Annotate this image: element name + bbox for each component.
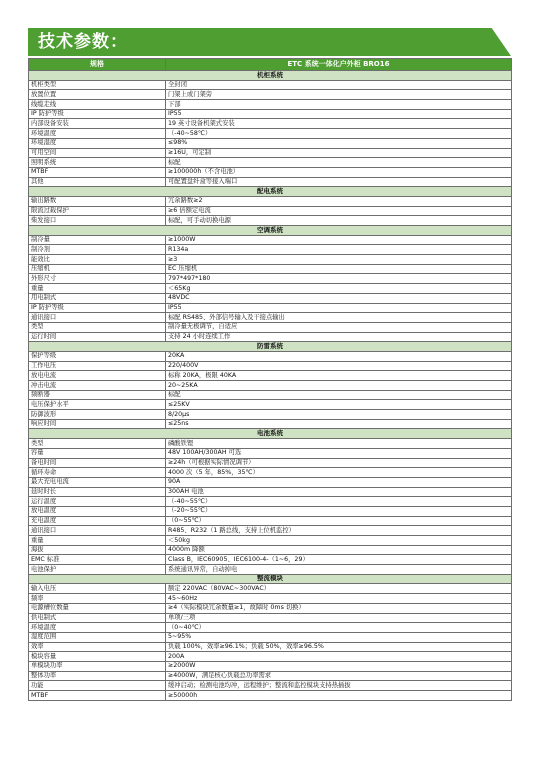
table-row bbox=[29, 361, 512, 371]
table-row bbox=[29, 448, 512, 458]
table-row bbox=[29, 119, 512, 129]
param-value: 20~25KA bbox=[166, 381, 512, 391]
param-value: ≤98% bbox=[166, 138, 512, 148]
section-title: 防雷系统 bbox=[29, 342, 512, 352]
param-value: 20KA bbox=[166, 351, 512, 361]
table-row bbox=[29, 623, 512, 633]
table-row bbox=[29, 545, 512, 555]
param-name: EMC 标准 bbox=[29, 555, 166, 565]
section-title: 空调系统 bbox=[29, 226, 512, 236]
section-header-row bbox=[29, 71, 512, 81]
param-value: 缓冲启动；检测电池均冲，远程维护；整流和监控模块支持热插拔 bbox=[166, 681, 512, 691]
param-value: 下部 bbox=[166, 100, 512, 110]
section-header-row bbox=[29, 574, 512, 584]
param-name: MTBF bbox=[29, 691, 166, 701]
param-name: 运行温度 bbox=[29, 497, 166, 507]
table-row bbox=[29, 439, 512, 449]
param-value: ≥100000h（不含电池） bbox=[166, 167, 512, 177]
param-name: 电源槽位数量 bbox=[29, 603, 166, 613]
param-value: ≥50000h bbox=[166, 691, 512, 701]
param-name: 频率 bbox=[29, 594, 166, 604]
table-row bbox=[29, 468, 512, 478]
param-value: ≤25KV bbox=[166, 400, 512, 410]
param-name: 可用空间 bbox=[29, 148, 166, 158]
param-name: 放电电流 bbox=[29, 371, 166, 381]
table-row bbox=[29, 410, 512, 420]
param-value: IP55 bbox=[166, 109, 512, 119]
param-value: 标配，可手动切换电源 bbox=[166, 216, 512, 226]
param-name: 循环寿命 bbox=[29, 468, 166, 478]
param-value: ≥24h（可根据实际情况调节） bbox=[166, 458, 512, 468]
param-name: 效率 bbox=[29, 642, 166, 652]
table-row bbox=[29, 274, 512, 284]
table-row bbox=[29, 536, 512, 546]
table-row bbox=[29, 158, 512, 168]
table-row bbox=[29, 652, 512, 662]
param-value: ＜65Kg bbox=[166, 284, 512, 294]
param-name: 功能 bbox=[29, 681, 166, 691]
param-name: 放置位置 bbox=[29, 90, 166, 100]
table-row bbox=[29, 284, 512, 294]
param-value: 4000 次（5 年，85%，35℃） bbox=[166, 468, 512, 478]
table-row bbox=[29, 129, 512, 139]
page-title: 技术参数： bbox=[38, 32, 128, 52]
param-name: 制冷剂 bbox=[29, 245, 166, 255]
table-row bbox=[29, 584, 512, 594]
header-row bbox=[29, 59, 512, 71]
param-name: 压缩机 bbox=[29, 264, 166, 274]
param-name: 其他 bbox=[29, 177, 166, 187]
section-header-row bbox=[29, 187, 512, 197]
table-row bbox=[29, 196, 512, 206]
table-row bbox=[29, 632, 512, 642]
table-row bbox=[29, 458, 512, 468]
param-name: 容量 bbox=[29, 448, 166, 458]
param-value: 220/400V bbox=[166, 361, 512, 371]
param-value: ＜50kg bbox=[166, 536, 512, 546]
param-value: （-40~58℃） bbox=[166, 129, 512, 139]
param-value: IP55 bbox=[166, 303, 512, 313]
param-value: 额定 220VAC（80VAC~300VAC） bbox=[166, 584, 512, 594]
param-value: 支持 24 小时连续工作 bbox=[166, 332, 512, 342]
section-header-row bbox=[29, 226, 512, 236]
table-row bbox=[29, 477, 512, 487]
table-row bbox=[29, 555, 512, 565]
table-row bbox=[29, 216, 512, 226]
table-row bbox=[29, 167, 512, 177]
param-name: 通讯接口 bbox=[29, 526, 166, 536]
param-name: 最大充电电流 bbox=[29, 477, 166, 487]
table-row bbox=[29, 506, 512, 516]
spec-table bbox=[28, 58, 512, 701]
table-row bbox=[29, 419, 512, 429]
param-name: 运行时间 bbox=[29, 332, 166, 342]
table-row bbox=[29, 109, 512, 119]
table-row bbox=[29, 322, 512, 332]
table-row bbox=[29, 148, 512, 158]
param-name: 单模块功率 bbox=[29, 661, 166, 671]
param-name: IP 防护等级 bbox=[29, 109, 166, 119]
param-value: 90A bbox=[166, 477, 512, 487]
table-row bbox=[29, 255, 512, 265]
section-title: 电池系统 bbox=[29, 429, 512, 439]
section-title: 整流模块 bbox=[29, 574, 512, 584]
param-name: 工作电压 bbox=[29, 361, 166, 371]
param-name: 供电制式 bbox=[29, 613, 166, 623]
param-name: 整体功率 bbox=[29, 671, 166, 681]
section-header-row bbox=[29, 342, 512, 352]
param-value: 797*497*180 bbox=[166, 274, 512, 284]
table-row bbox=[29, 400, 512, 410]
table-row bbox=[29, 681, 512, 691]
table-row bbox=[29, 332, 512, 342]
param-value: ≥4000W，满足核心负载总功率需求 bbox=[166, 671, 512, 681]
param-value: ≥1000W bbox=[166, 235, 512, 245]
param-name: 放电温度 bbox=[29, 506, 166, 516]
param-name: 线缆走线 bbox=[29, 100, 166, 110]
param-value: 48VDC bbox=[166, 293, 512, 303]
section-title: 配电系统 bbox=[29, 187, 512, 197]
table-row bbox=[29, 293, 512, 303]
param-value: （0~55℃） bbox=[166, 516, 512, 526]
table-row bbox=[29, 177, 512, 187]
table-row bbox=[29, 594, 512, 604]
param-value: R485、R232（1 路总线，支持上位机监控） bbox=[166, 526, 512, 536]
param-value: 5~95% bbox=[166, 632, 512, 642]
table-row bbox=[29, 264, 512, 274]
param-name: 环境湿度 bbox=[29, 138, 166, 148]
table-row bbox=[29, 235, 512, 245]
table-row bbox=[29, 661, 512, 671]
param-value: 全封闭 bbox=[166, 80, 512, 90]
param-name: 海拔 bbox=[29, 545, 166, 555]
param-value: 门架上或门架旁 bbox=[166, 90, 512, 100]
table-row bbox=[29, 303, 512, 313]
param-value: 标配 RS485、外部信号输入及干接点输出 bbox=[166, 313, 512, 323]
table-row bbox=[29, 80, 512, 90]
param-value: 磷酸铁锂 bbox=[166, 439, 512, 449]
table-row bbox=[29, 90, 512, 100]
section-header-row bbox=[29, 429, 512, 439]
param-name: 重量 bbox=[29, 536, 166, 546]
table-row bbox=[29, 671, 512, 681]
param-name: 限流过载保护 bbox=[29, 206, 166, 216]
param-name: 柴发接口 bbox=[29, 216, 166, 226]
param-name: 保护等级 bbox=[29, 351, 166, 361]
param-value: 19 英寸设备机架式安装 bbox=[166, 119, 512, 129]
param-name: 湿度范围 bbox=[29, 632, 166, 642]
param-value: 8/20μs bbox=[166, 410, 512, 420]
param-name: 频断器 bbox=[29, 390, 166, 400]
table-row bbox=[29, 138, 512, 148]
param-value: 标称 20KA，极限 40KA bbox=[166, 371, 512, 381]
param-value: EC 压缩机 bbox=[166, 264, 512, 274]
param-value: 4000m 降额 bbox=[166, 545, 512, 555]
table-row bbox=[29, 565, 512, 575]
param-name: 备电时间 bbox=[29, 458, 166, 468]
table-row bbox=[29, 390, 512, 400]
param-value: ≥3 bbox=[166, 255, 512, 265]
param-name: 冲击电流 bbox=[29, 381, 166, 391]
param-value: 200A bbox=[166, 652, 512, 662]
param-value: 标配 bbox=[166, 390, 512, 400]
param-name: 制冷量 bbox=[29, 235, 166, 245]
table-row bbox=[29, 100, 512, 110]
table-row bbox=[29, 691, 512, 701]
param-value: 48V 100AH/300AH 可选 bbox=[166, 448, 512, 458]
table-row bbox=[29, 526, 512, 536]
table-row bbox=[29, 497, 512, 507]
param-value: ≥2000W bbox=[166, 661, 512, 671]
param-value: 系统通讯异常，自动掉电 bbox=[166, 565, 512, 575]
table-row bbox=[29, 613, 512, 623]
param-name: 环境温度 bbox=[29, 129, 166, 139]
param-name: 照明系统 bbox=[29, 158, 166, 168]
param-value: 45~60Hz bbox=[166, 594, 512, 604]
table-row bbox=[29, 351, 512, 361]
param-value: 冗余路数≥2 bbox=[166, 196, 512, 206]
param-name: 充电温度 bbox=[29, 516, 166, 526]
header-spec: 规格 bbox=[29, 59, 166, 71]
table-row bbox=[29, 487, 512, 497]
param-name: 能效比 bbox=[29, 255, 166, 265]
param-name: 模块容量 bbox=[29, 652, 166, 662]
param-value: 负载 100%，效率≥96.1%；负载 50%，效率≥96.5% bbox=[166, 642, 512, 652]
param-name: 输入电压 bbox=[29, 584, 166, 594]
param-value: ≥16U，可定制 bbox=[166, 148, 512, 158]
table-row bbox=[29, 313, 512, 323]
table-row bbox=[29, 516, 512, 526]
param-name: 电压保护水平 bbox=[29, 400, 166, 410]
param-name: 延时时长 bbox=[29, 487, 166, 497]
param-name: 类型 bbox=[29, 439, 166, 449]
param-name: 用电制式 bbox=[29, 293, 166, 303]
table-row bbox=[29, 371, 512, 381]
param-name: IP 防护等级 bbox=[29, 303, 166, 313]
param-value: R134a bbox=[166, 245, 512, 255]
param-value: 可配置盘纤盒等接入端口 bbox=[166, 177, 512, 187]
param-value: （0~40℃） bbox=[166, 623, 512, 633]
param-name: 外形尺寸 bbox=[29, 274, 166, 284]
section-title: 机柜系统 bbox=[29, 71, 512, 81]
param-value: 标配 bbox=[166, 158, 512, 168]
header-product: ETC 系统一体化户外柜 BRO16 bbox=[166, 59, 512, 71]
param-name: 通讯接口 bbox=[29, 313, 166, 323]
param-value: （-20~55℃） bbox=[166, 506, 512, 516]
param-value: 300AH 电池 bbox=[166, 487, 512, 497]
param-name: 防御波形 bbox=[29, 410, 166, 420]
table-row bbox=[29, 206, 512, 216]
table-row bbox=[29, 381, 512, 391]
param-value: （-40~55℃） bbox=[166, 497, 512, 507]
param-value: 单项/三项 bbox=[166, 613, 512, 623]
param-name: 电池保护 bbox=[29, 565, 166, 575]
param-name: 重量 bbox=[29, 284, 166, 294]
param-name: 响应时间 bbox=[29, 419, 166, 429]
table-row bbox=[29, 603, 512, 613]
param-name: 内部设备安装 bbox=[29, 119, 166, 129]
param-name: 输出路数 bbox=[29, 196, 166, 206]
param-value: ≤25ns bbox=[166, 419, 512, 429]
table-row bbox=[29, 642, 512, 652]
param-name: MTBF bbox=[29, 167, 166, 177]
param-name: 类型 bbox=[29, 322, 166, 332]
param-value: Class B，IEC60905、IEC6100-4-（1~6，29） bbox=[166, 555, 512, 565]
table-row bbox=[29, 245, 512, 255]
param-name: 环境温度 bbox=[29, 623, 166, 633]
param-value: 制冷量无极调节，自适应 bbox=[166, 322, 512, 332]
param-value: ≥4（实际模块冗余数量≥1，故障时 0ms 切换） bbox=[166, 603, 512, 613]
param-name: 机柜类型 bbox=[29, 80, 166, 90]
param-value: ≥6 倍额定电流 bbox=[166, 206, 512, 216]
